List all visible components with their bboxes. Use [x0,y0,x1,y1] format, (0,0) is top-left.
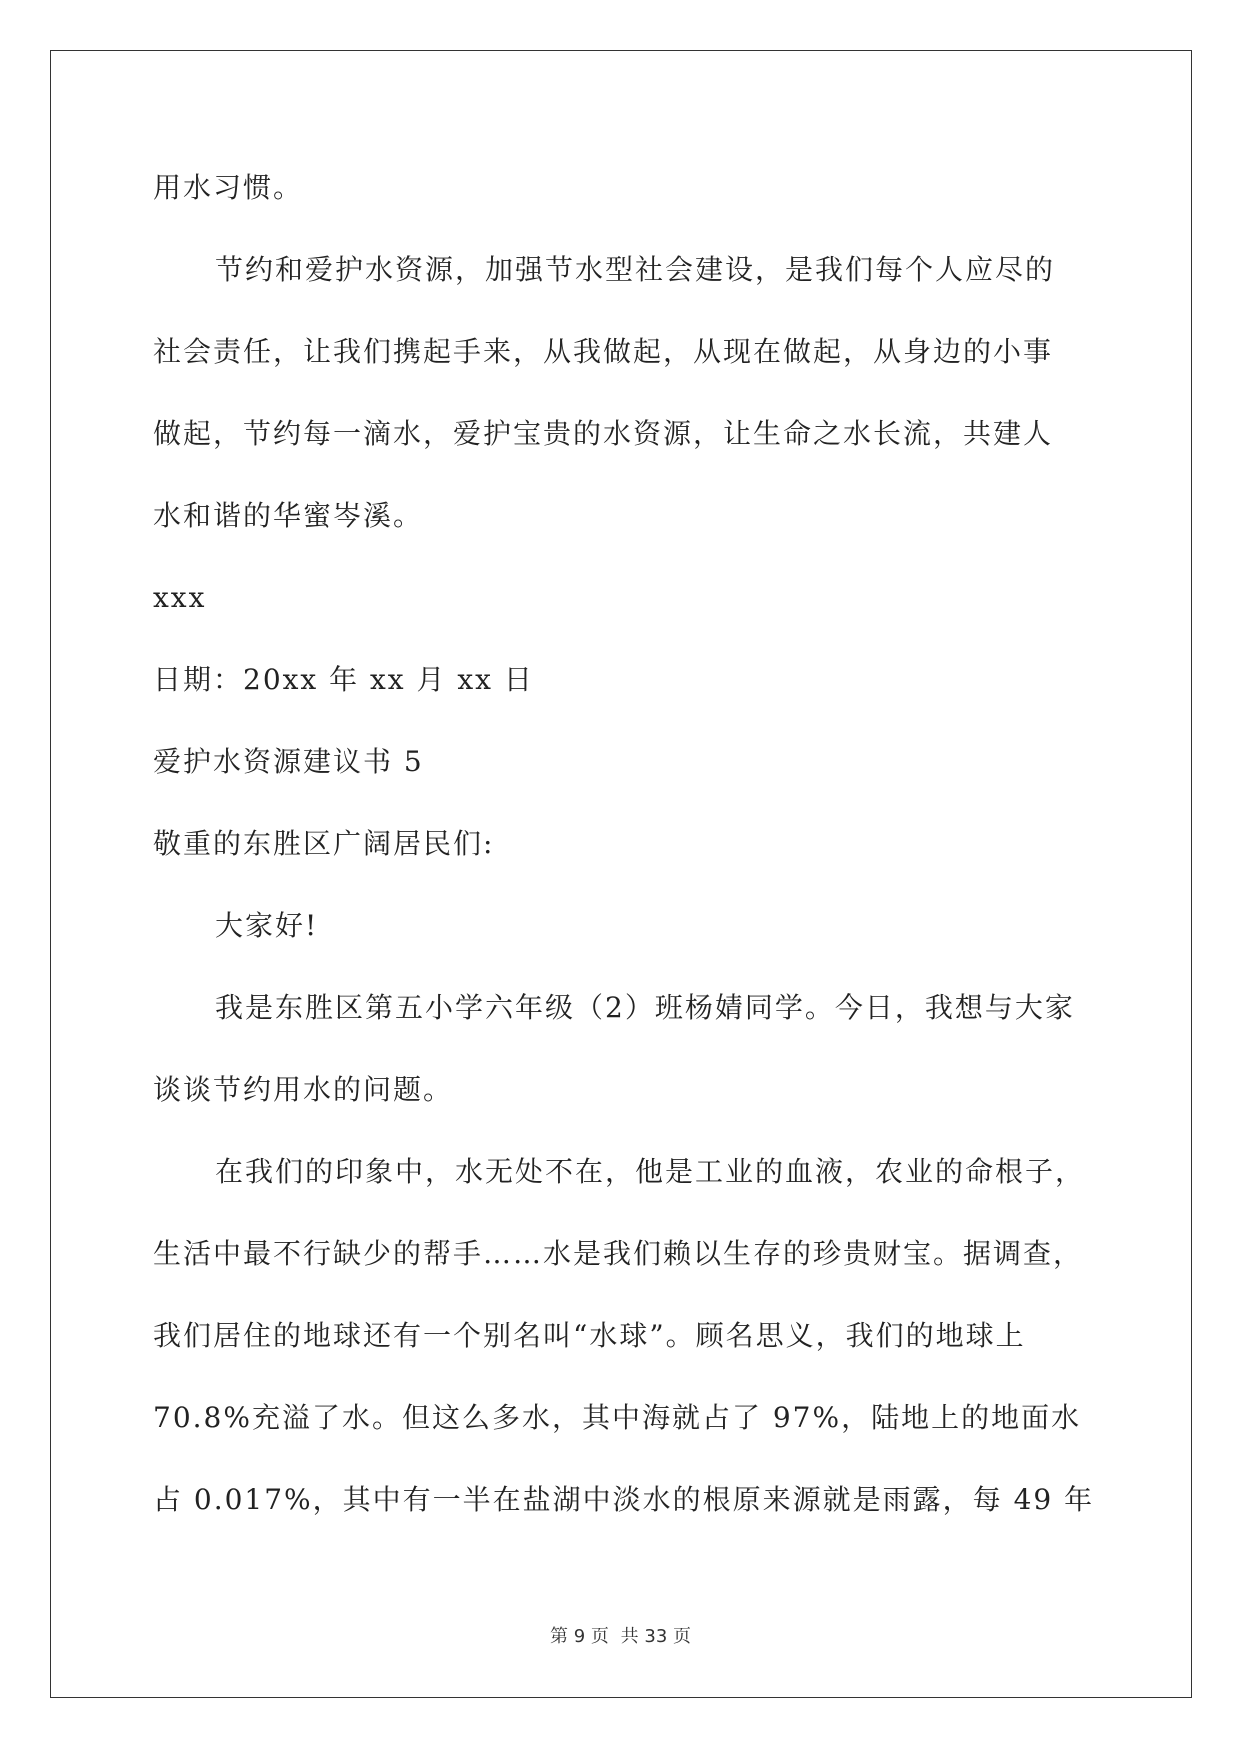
greeting: 大家好! [215,909,319,942]
text-line: 我是东胜区第五小学六年级（2）班杨婧同学。今日，我想与大家 [215,991,1075,1024]
page-border [50,50,1192,1698]
text-line: 用水习惯。 [153,171,304,204]
text-line: 占 0.017%，其中有一半在盐湖中淡水的根原来源就是雨露，每 49 年 [153,1483,1095,1516]
text-line: 水和谐的华蜜岑溪。 [153,499,424,532]
text-line: 做起，节约每一滴水，爱护宝贵的水资源，让生命之水长流，共建人 [153,417,1054,450]
text-line: 节约和爱护水资源，加强节水型社会建设，是我们每个人应尽的 [215,253,1056,286]
page-number: 第 9 页 [550,1626,609,1647]
text-line: 70.8%充溢了水。但这么多水，其中海就占了 97%，陆地上的地面水 [153,1401,1082,1434]
salutation: 敬重的东胜区广阔居民们: [153,827,495,860]
page-footer [0,1622,1241,1648]
signature-name: xxx [153,581,207,614]
text-line: 生活中最不行缺少的帮手……水是我们赖以生存的珍贵财宝。据调查， [153,1237,1084,1270]
text-line: 谈谈节约用水的问题。 [153,1073,454,1106]
section-title: 爱护水资源建议书 5 [153,745,424,778]
date-line: 日期：20xx 年 xx 月 xx 日 [153,663,534,696]
text-line: 在我们的印象中，水无处不在，他是工业的血液，农业的命根子， [215,1155,1086,1188]
text-line: 我们居住的地球还有一个别名叫“水球”。顾名思义，我们的地球上 [153,1319,1026,1352]
page-total: 共 33 页 [620,1626,691,1647]
text-line: 社会责任，让我们携起手来，从我做起，从现在做起，从身边的小事 [153,335,1054,368]
